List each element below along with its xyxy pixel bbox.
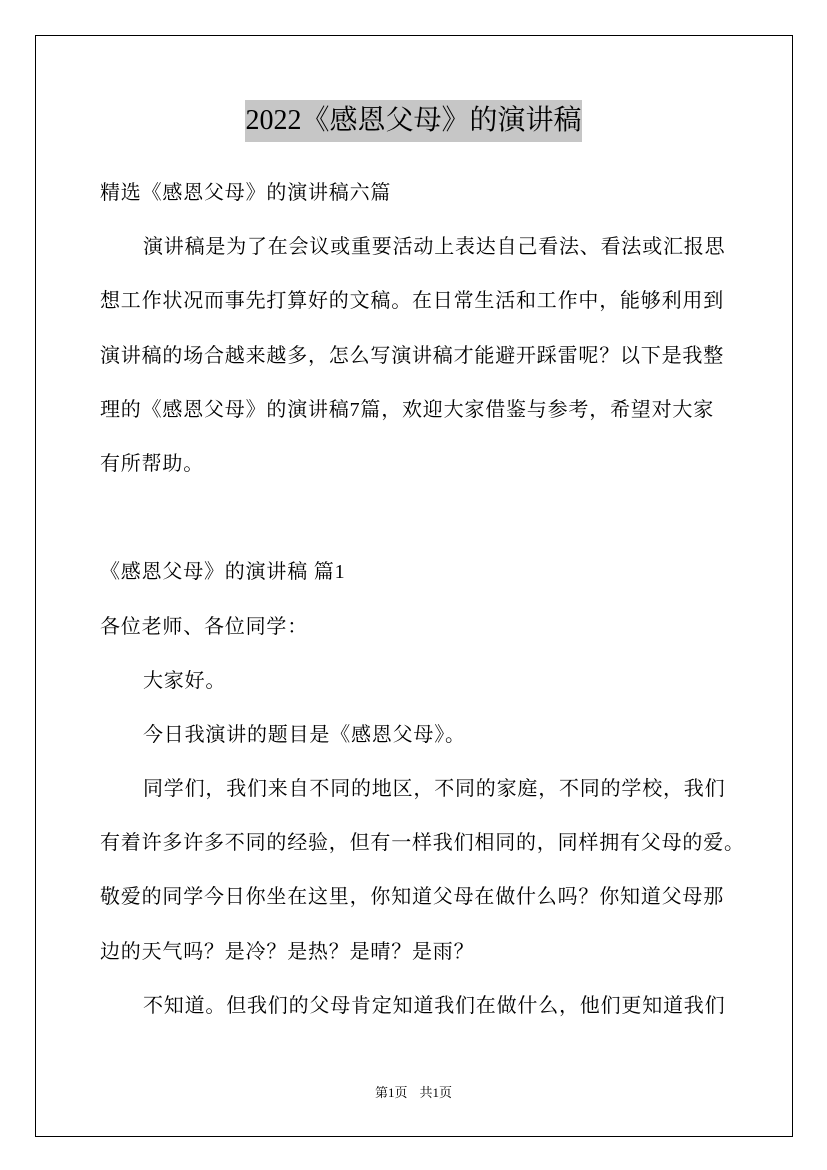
page-number: 第1页 <box>374 1085 408 1100</box>
text-line: 敬爱的同学今日你坐在这里，你知道父母在做什么吗？你知道父母那 <box>100 886 724 909</box>
text-line: 有着许多许多不同的经验，但有一样我们相同的，同样拥有父母的爱。 <box>100 832 745 855</box>
text-line: 理的《感恩父母》的演讲稿7篇，欢迎大家借鉴与参考，希望对大家 <box>100 398 714 421</box>
subtitle: 精选《感恩父母》的演讲稿六篇 <box>100 182 392 204</box>
text-line: 今日我演讲的题目是《感恩父母》。 <box>143 723 466 746</box>
document-body <box>100 166 785 1033</box>
text-line: 想工作状况而事先打算好的文稿。在日常生活和工作中，能够利用到 <box>100 290 724 313</box>
speech-paragraph <box>100 708 785 762</box>
page-footer <box>0 1084 827 1102</box>
text-line: 边的天气吗？是冷？是热？是晴？是雨？ <box>100 940 475 963</box>
intro-paragraph <box>100 220 785 491</box>
speech-paragraph <box>100 762 785 979</box>
text-line: 大家好。 <box>143 669 227 692</box>
text-line: 不知道。但我们的父母肯定知道我们在做什么，他们更知道我们 <box>143 994 726 1017</box>
text-line: 演讲稿是为了在会议或重要活动上表达自己看法、看法或汇报思 <box>143 236 726 259</box>
document-title: 2022《感恩父母》的演讲稿 <box>245 100 581 142</box>
text-line: 有所帮助。 <box>100 452 204 475</box>
section-heading: 《感恩父母》的演讲稿 篇1 <box>100 561 346 584</box>
salutation: 各位老师、各位同学： <box>100 615 308 638</box>
title-row <box>0 100 827 142</box>
text-line: 演讲稿的场合越来越多，怎么写演讲稿才能避开踩雷呢？以下是我整 <box>100 344 724 367</box>
blank-line <box>100 491 785 545</box>
text-line: 同学们，我们来自不同的地区，不同的家庭，不同的学校，我们 <box>143 778 726 801</box>
speech-paragraph <box>100 979 785 1033</box>
page-total: 共1页 <box>419 1085 453 1100</box>
speech-paragraph <box>100 654 785 708</box>
